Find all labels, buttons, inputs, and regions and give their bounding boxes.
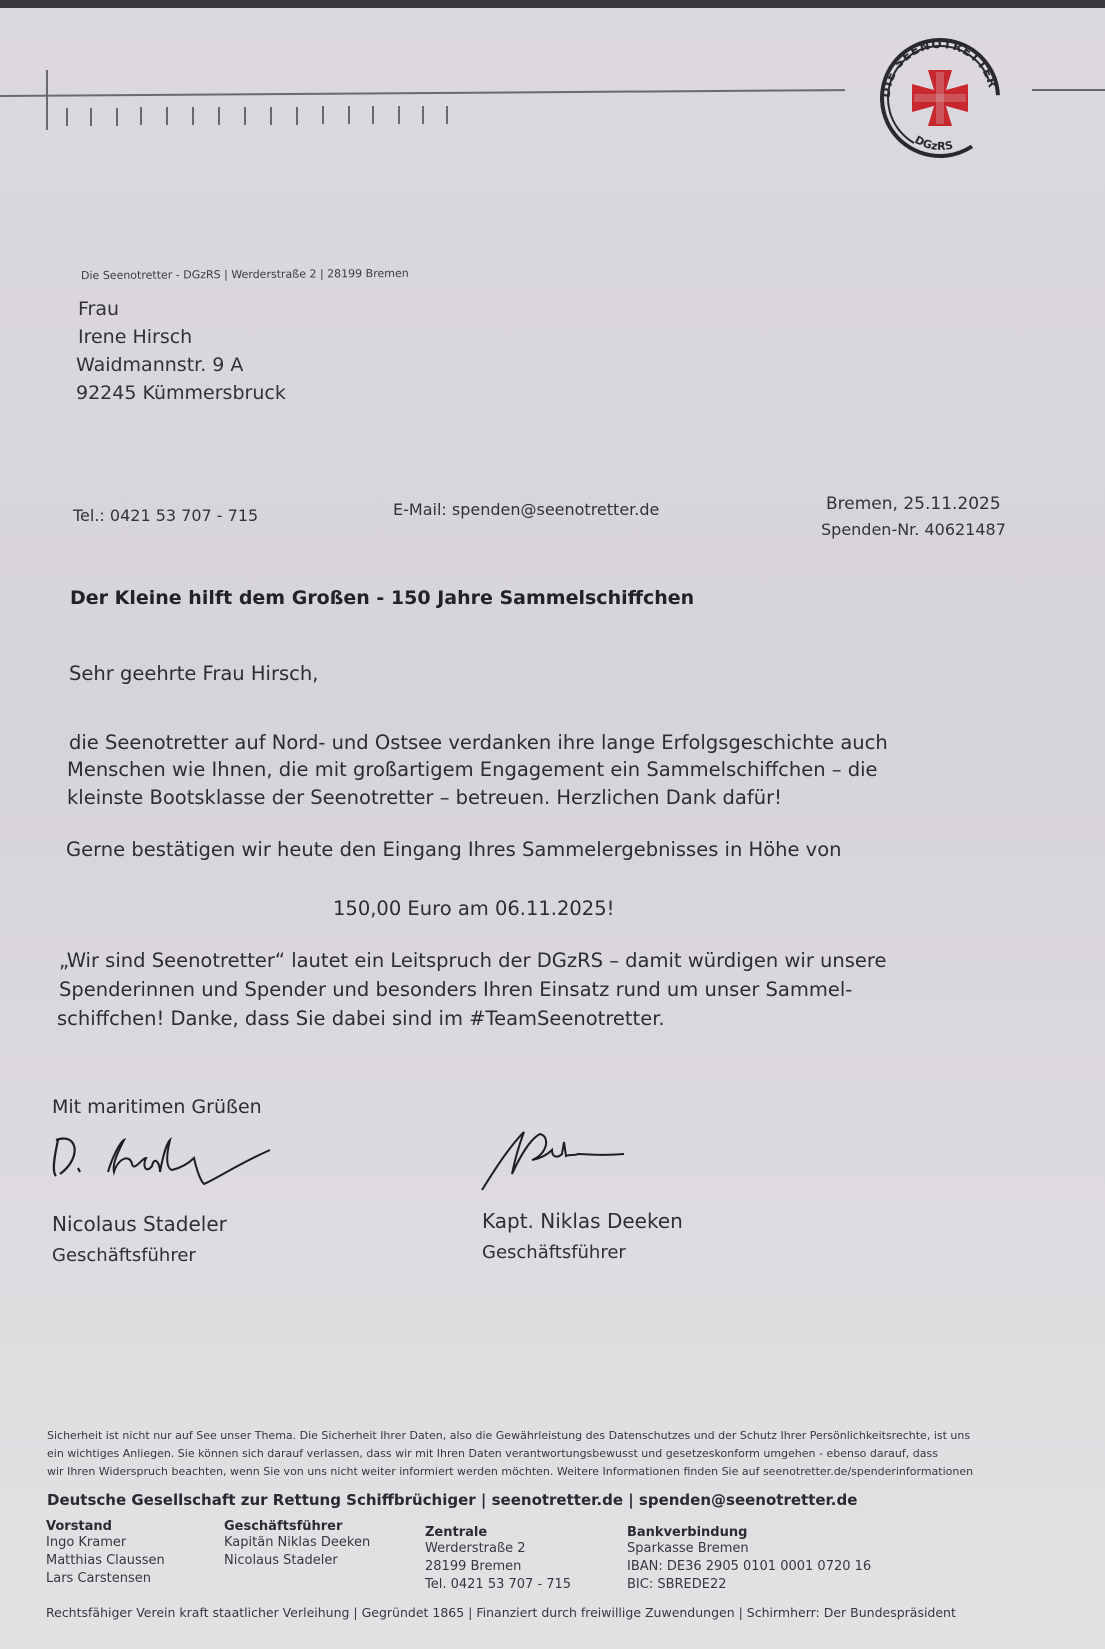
paragraph2: Gerne bestätigen wir heute den Eingang Ihres Sammelergebnisses in Höhe von bbox=[66, 838, 842, 861]
paragraph3-line: Spenderinnen und Spender und besonders Ihren Einsatz rund um unser Sammel- bbox=[59, 978, 853, 1001]
recipient-street: Waidmannstr. 9 A bbox=[76, 354, 244, 376]
signatory-title: Geschäftsführer bbox=[482, 1242, 626, 1263]
top-edge bbox=[0, 0, 1105, 8]
dgzrs-logo bbox=[872, 30, 1008, 160]
footer-line: Lars Carstensen bbox=[46, 1571, 151, 1586]
footer-line: BIC: SBREDE22 bbox=[627, 1577, 727, 1592]
recipient-salutation: Frau bbox=[78, 298, 120, 320]
footer-column-board bbox=[46, 1519, 165, 1588]
footer-line: Matthias Claussen bbox=[46, 1553, 165, 1568]
email-address: E-Mail: spenden@seenotretter.de bbox=[393, 500, 660, 519]
place-date: Bremen, 25.11.2025 bbox=[826, 494, 1001, 514]
sender-line: Die Seenotretter - DGzRS | Werderstraße 2 | 28199 Bremen bbox=[80, 266, 409, 283]
greeting: Sehr geehrte Frau Hirsch, bbox=[69, 662, 319, 685]
legal-line: Rechtsfähiger Verein kraft staatlicher Verleihung | Gegründet 1865 | Finanziert durch freiwillige Zuwendungen | Schirmherr: Der Bundespräsident bbox=[46, 1605, 956, 1620]
footer-heading: Vorstand bbox=[46, 1519, 112, 1534]
paragraph1-line: Menschen wie Ihnen, die mit großartigem Engagement ein Sammelschiffchen – die bbox=[67, 758, 878, 781]
recipient-city: 92245 Kümmersbruck bbox=[76, 382, 286, 404]
footer-heading: Zentrale bbox=[425, 1525, 488, 1540]
footer-line: Ingo Kramer bbox=[46, 1535, 127, 1550]
signature-deeken bbox=[478, 1124, 628, 1194]
privacy-note-line: wir Ihren Widerspruch beachten, wenn Sie von uns nicht weiter informiert werden möchten. Weitere Informationen finden Sie auf seenotretter.de/spenderinformationen bbox=[47, 1465, 974, 1478]
ruler-tick bbox=[46, 70, 48, 130]
ruler-tick bbox=[446, 106, 448, 124]
ruler-tick bbox=[166, 107, 168, 125]
ruler-tick bbox=[192, 107, 194, 125]
paragraph3-line: schiffchen! Danke, dass Sie dabei sind im #TeamSeenotretter. bbox=[57, 1007, 665, 1030]
donation-amount: 150,00 Euro am 06.11.2025! bbox=[333, 897, 615, 920]
ruler-tick bbox=[218, 107, 220, 125]
footer-line: Werderstraße 2 bbox=[425, 1541, 526, 1556]
cross-icon bbox=[912, 70, 968, 126]
paragraph1-line: kleinste Bootsklasse der Seenotretter – betreuen. Herzlichen Dank dafür! bbox=[67, 786, 782, 809]
ruler-tick bbox=[322, 106, 324, 124]
ruler-tick bbox=[372, 106, 374, 124]
ruler-tick bbox=[296, 107, 298, 125]
ruler-tick bbox=[140, 107, 142, 125]
footer-line: Nicolaus Stadeler bbox=[224, 1553, 338, 1568]
signatory-name: Kapt. Niklas Deeken bbox=[482, 1209, 683, 1233]
privacy-note-line: Sicherheit ist nicht nur auf See unser Thema. Die Sicherheit Ihrer Daten, also die Gewährleistung des Datenschutzes und der Schutz Ihrer Persönlichkeitsrechte, ist uns bbox=[47, 1429, 971, 1442]
privacy-note-line: ein wichtiges Anliegen. Sie können sich darauf verlassen, dass wir mit Ihren Daten verantwortungsbewusst und gesetzeskonform umgehen - ebenso darauf, dass bbox=[47, 1447, 938, 1460]
ruler-tick bbox=[244, 107, 246, 125]
svg-text:DGzRS: DGzRS bbox=[912, 133, 954, 153]
ruler-tick bbox=[348, 106, 350, 124]
closing-phrase: Mit maritimen Grüßen bbox=[52, 1096, 262, 1118]
footer-line: Kapitän Niklas Deeken bbox=[224, 1535, 371, 1550]
signatory-name: Nicolaus Stadeler bbox=[52, 1212, 227, 1236]
footer-heading: Geschäftsführer bbox=[224, 1519, 343, 1534]
donation-number: Spenden-Nr. 40621487 bbox=[821, 520, 1006, 539]
fold-ruler-line bbox=[0, 89, 845, 97]
organisation-line: Deutsche Gesellschaft zur Rettung Schiffbrüchiger | seenotretter.de | spenden@seenotretter.de bbox=[47, 1491, 858, 1509]
footer-column-bank bbox=[627, 1525, 871, 1594]
ruler-tick bbox=[398, 106, 400, 124]
ruler-tick bbox=[422, 106, 424, 124]
svg-text:DIE SEENOTRETTER: DIE SEENOTRETTER bbox=[878, 36, 1001, 99]
ruler-tick bbox=[116, 108, 118, 126]
paragraph3-line: „Wir sind Seenotretter“ lautet ein Leitspruch der DGzRS – damit würdigen wir unsere bbox=[59, 949, 887, 972]
phone-number: Tel.: 0421 53 707 - 715 bbox=[73, 506, 259, 525]
ruler-tick bbox=[66, 108, 68, 126]
footer-heading: Bankverbindung bbox=[627, 1525, 748, 1540]
recipient-name: Irene Hirsch bbox=[78, 326, 193, 348]
footer-line: Sparkasse Bremen bbox=[627, 1541, 749, 1556]
paragraph1-line: die Seenotretter auf Nord- und Ostsee verdanken ihre lange Erfolgsgeschichte auch bbox=[69, 731, 888, 754]
signatory-title: Geschäftsführer bbox=[52, 1245, 196, 1266]
footer-line: Tel. 0421 53 707 - 715 bbox=[425, 1577, 572, 1592]
ruler-tick bbox=[270, 107, 272, 125]
footer-column-headquarters bbox=[425, 1525, 571, 1594]
footer-line: 28199 Bremen bbox=[425, 1559, 522, 1574]
footer-line: IBAN: DE36 2905 0101 0001 0720 16 bbox=[627, 1559, 872, 1574]
ruler-tick bbox=[90, 108, 92, 126]
signature-stadeler bbox=[48, 1128, 278, 1193]
fold-ruler-line-right bbox=[1032, 89, 1105, 91]
letter-subject: Der Kleine hilft dem Großen - 150 Jahre Sammelschiffchen bbox=[70, 587, 695, 609]
footer-column-managers bbox=[224, 1519, 370, 1570]
